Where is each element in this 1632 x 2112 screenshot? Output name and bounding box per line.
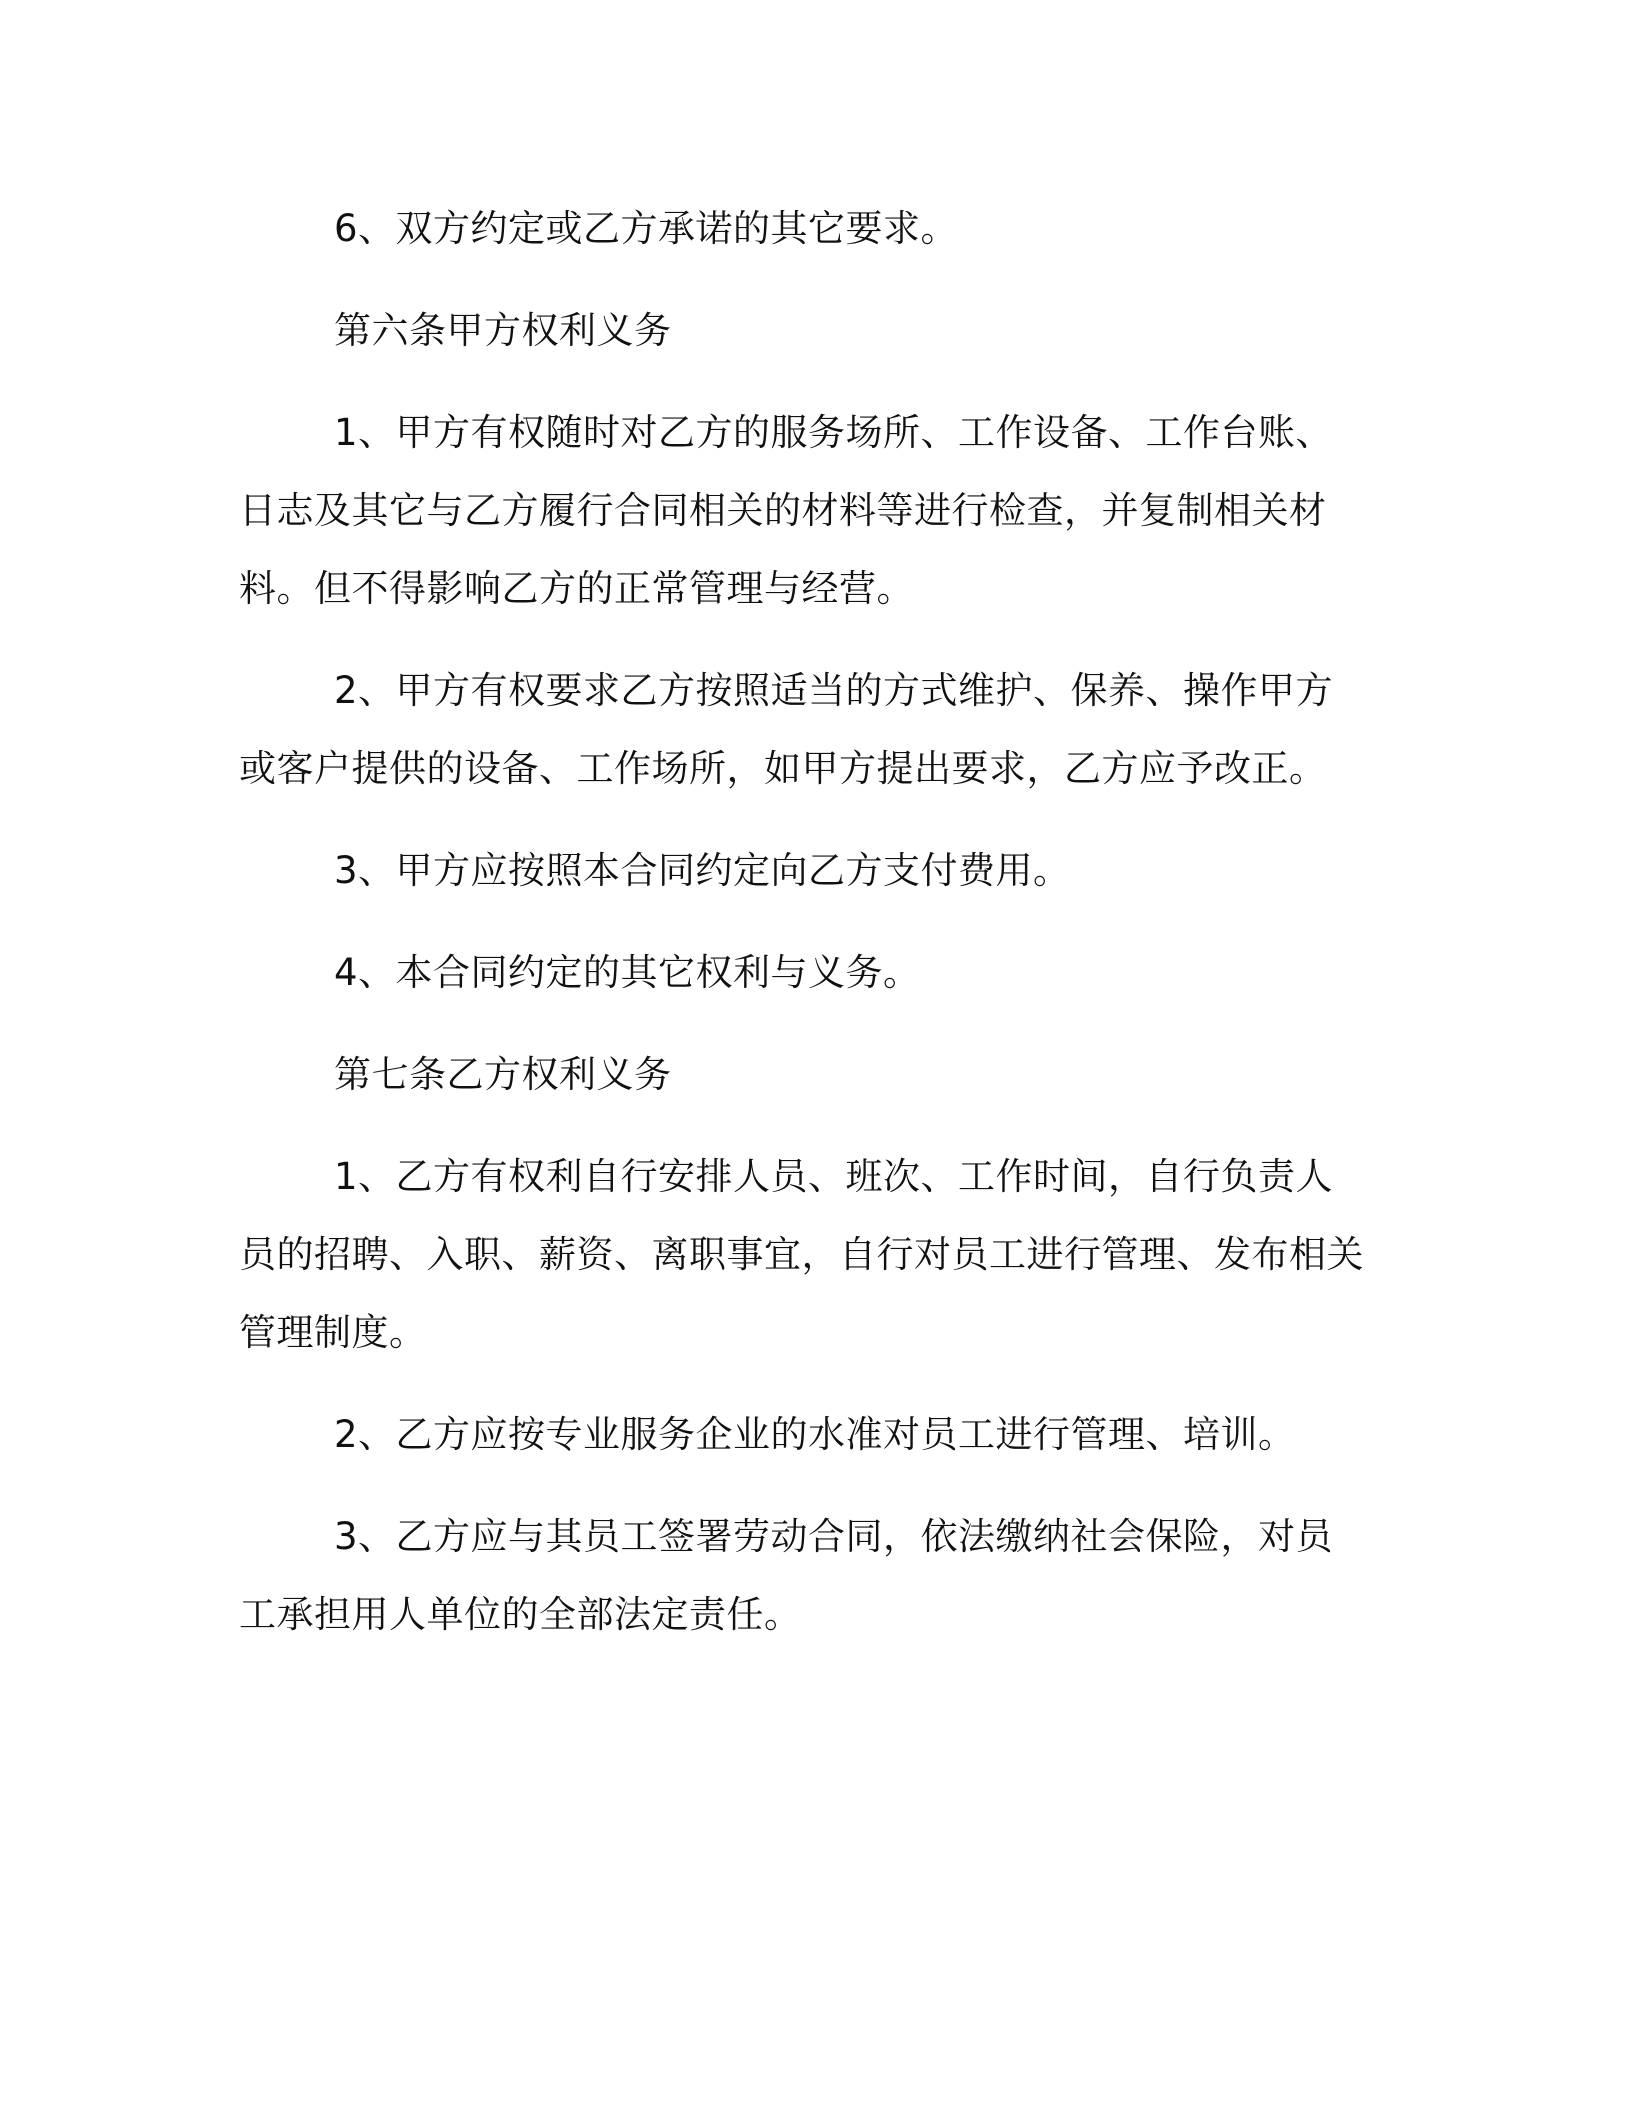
paragraph-party-b-right-1: 1、乙方有权利自行安排人员、班次、工作时间，自行负责人员的招聘、入职、薪资、离职事宜，自行对员工进行管理、发布相关管理制度。 <box>239 1155 1364 1354</box>
paragraph-party-b-right-2: 2、乙方应按专业服务企业的水准对员工进行管理、培训。 <box>334 1413 1296 1456</box>
paragraph-party-b-right-3: 3、乙方应与其员工签署劳动合同，依法缴纳社会保险，对员工承担用人单位的全部法定责任。 <box>239 1515 1334 1636</box>
paragraph-item-6-other-requirements: 6、双方约定或乙方承诺的其它要求。 <box>334 207 959 250</box>
section-heading-article-6: 第六条甲方权利义务 <box>334 309 672 352</box>
paragraph-party-a-right-2: 2、甲方有权要求乙方按照适当的方式维护、保养、操作甲方或客户提供的设备、工作场所，如甲方提出要求，乙方应予改正。 <box>239 669 1334 790</box>
paragraph-party-a-right-3: 3、甲方应按照本合同约定向乙方支付费用。 <box>334 849 1071 892</box>
paragraph-party-a-right-4: 4、本合同约定的其它权利与义务。 <box>334 951 921 994</box>
section-heading-article-7: 第七条乙方权利义务 <box>334 1053 672 1096</box>
paragraph-party-a-right-1: 1、甲方有权随时对乙方的服务场所、工作设备、工作台账、日志及其它与乙方履行合同相关的材料等进行检查，并复制相关材料。但不得影响乙方的正常管理与经营。 <box>239 411 1334 610</box>
document-body <box>239 190 1364 1654</box>
